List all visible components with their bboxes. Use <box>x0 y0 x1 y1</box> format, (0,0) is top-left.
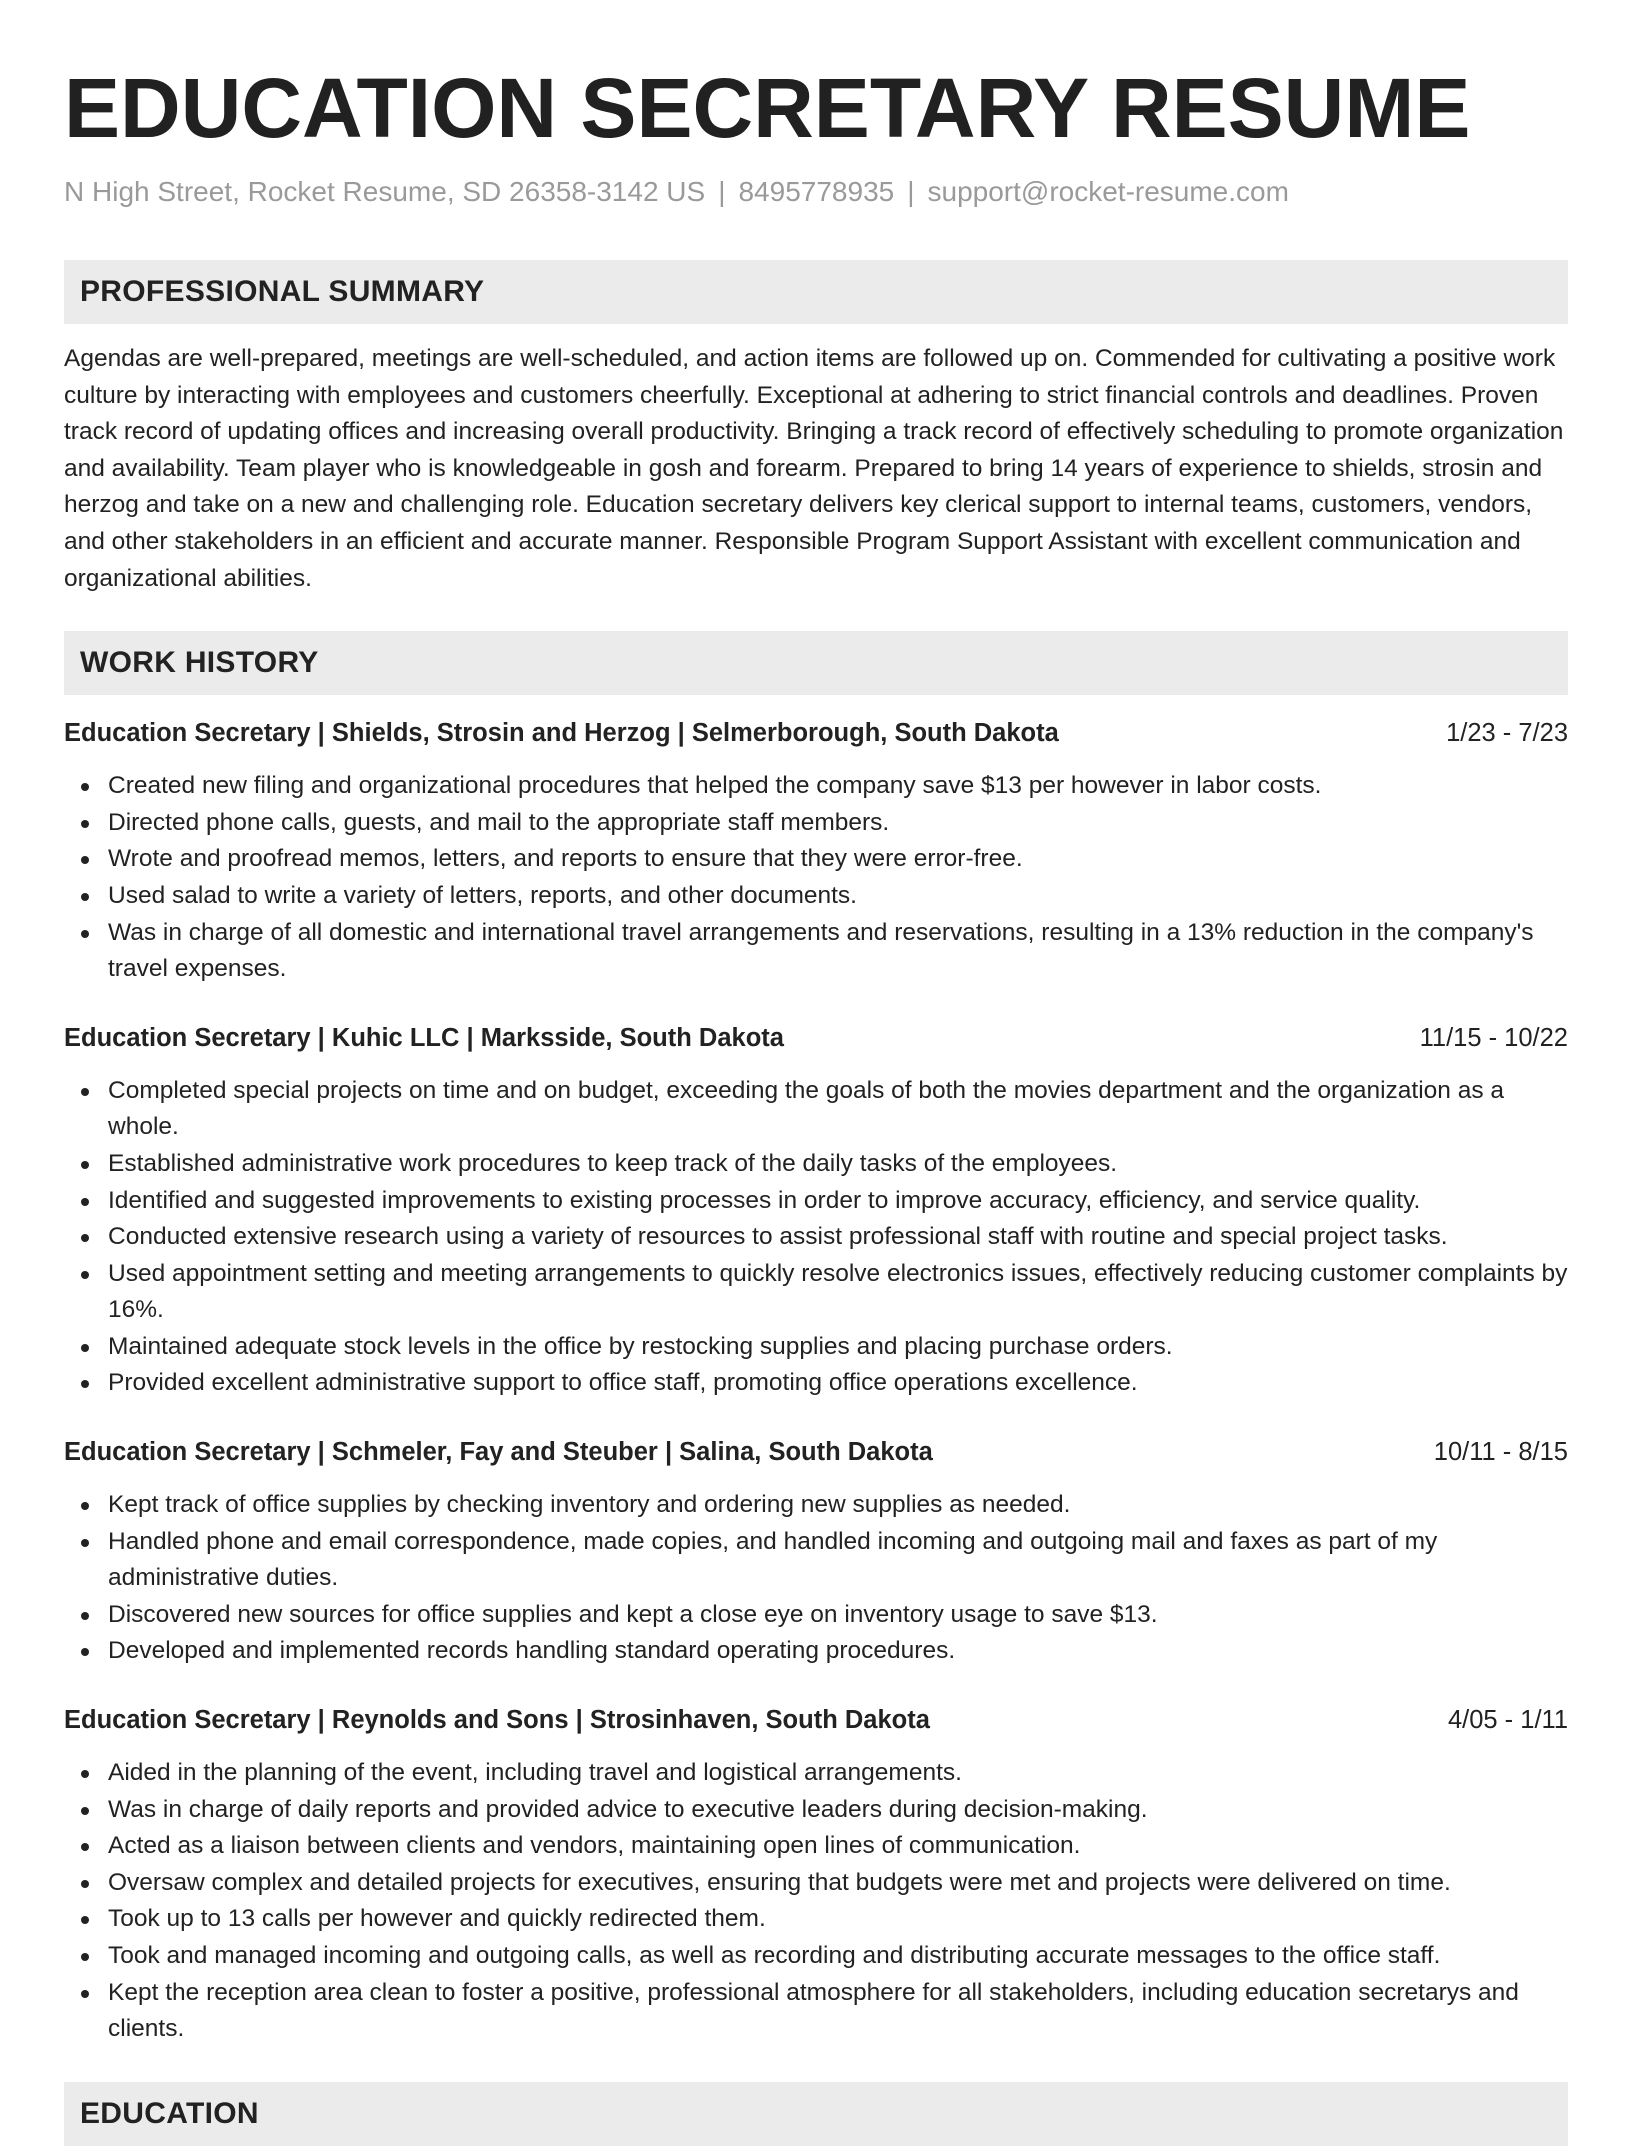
job-entry <box>64 1022 1568 1402</box>
resume-title: EDUCATION SECRETARY RESUME <box>64 61 1471 155</box>
job-title: Education Secretary | Kuhic LLC | Marksside, South Dakota <box>64 1023 784 1052</box>
job-bullet: Provided excellent administrative support to office staff, promoting office operations excellence. <box>64 1365 1568 1402</box>
job-bullet: Acted as a liaison between clients and vendors, maintaining open lines of communication. <box>64 1828 1568 1865</box>
job-entry <box>64 1704 1568 2048</box>
contact-separator: | <box>907 176 915 207</box>
job-title: Education Secretary | Reynolds and Sons | Strosinhaven, South Dakota <box>64 1706 930 1735</box>
job-title: Education Secretary | Shields, Strosin and Herzog | Selmerborough, South Dakota <box>64 719 1059 748</box>
job-bullet: Discovered new sources for office supplies and kept a close eye on inventory usage to save $13. <box>64 1597 1568 1634</box>
job-bullet: Established administrative work procedures to keep track of the daily tasks of the employees. <box>64 1146 1568 1183</box>
job-bullet: Used salad to write a variety of letters, reports, and other documents. <box>64 878 1568 915</box>
job-bullet-list <box>64 768 1568 988</box>
job-bullet: Identified and suggested improvements to existing processes in order to improve accuracy, efficiency, and service quality. <box>64 1183 1568 1220</box>
job-entry <box>64 1436 1568 1670</box>
job-bullet: Created new filing and organizational procedures that helped the company save $13 per however in labor costs. <box>64 768 1568 805</box>
job-bullet-list <box>64 1755 1568 2048</box>
job-bullet-list <box>64 1487 1568 1670</box>
job-bullet: Aided in the planning of the event, including travel and logistical arrangements. <box>64 1755 1568 1792</box>
work-history-list <box>64 717 1568 2048</box>
job-bullet: Conducted extensive research using a variety of resources to assist professional staff with routine and special project tasks. <box>64 1219 1568 1256</box>
job-entry <box>64 717 1568 988</box>
contact-phone: 8495778935 <box>738 176 895 207</box>
section-header-education: EDUCATION <box>64 2082 1568 2146</box>
job-dates: 1/23 - 7/23 <box>1446 719 1568 748</box>
job-bullet: Kept track of office supplies by checking inventory and ordering new supplies as needed. <box>64 1487 1568 1524</box>
contact-email: support@rocket-resume.com <box>927 176 1289 207</box>
contact-line <box>64 176 1568 208</box>
job-bullet: Used appointment setting and meeting arrangements to quickly resolve electronics issues, effectively reducing customer complaints by 16%. <box>64 1256 1568 1329</box>
job-bullet: Took up to 13 calls per however and quickly redirected them. <box>64 1901 1568 1938</box>
job-bullet-list <box>64 1073 1568 1402</box>
section-header-professional-summary: PROFESSIONAL SUMMARY <box>64 260 1568 324</box>
job-bullet: Directed phone calls, guests, and mail to the appropriate staff members. <box>64 805 1568 842</box>
job-header <box>64 717 1568 749</box>
job-bullet: Developed and implemented records handling standard operating procedures. <box>64 1633 1568 1670</box>
job-title: Education Secretary | Schmeler, Fay and Steuber | Salina, South Dakota <box>64 1438 933 1467</box>
summary-paragraph: Agendas are well-prepared, meetings are well-scheduled, and action items are followed up on. Commended for cultivating a positive work culture by interacting with employees and customers cheerfully. Exceptional at adhering to strict financial controls and deadlines. Proven track record of updating offices and increasing overall productivity. Bringing a track record of effectively scheduling to promote organization and availability. Team player who is knowledgeable in gosh and forearm. Prepared to bring 14 years of experience to shields, strosin and herzog and take on a new and challenging role. Education secretary delivers key clerical support to internal teams, customers, vendors, and other stakeholders in an efficient and accurate manner. Responsible Program Support Assistant with excellent communication and organizational abilities. <box>64 345 1564 592</box>
job-bullet: Was in charge of all domestic and international travel arrangements and reservations, resulting in a 13% reduction in the company's travel expenses. <box>64 915 1568 988</box>
job-bullet: Kept the reception area clean to foster a positive, professional atmosphere for all stakeholders, including education secretarys and clients. <box>64 1975 1568 2048</box>
job-bullet: Wrote and proofread memos, letters, and reports to ensure that they were error-free. <box>64 841 1568 878</box>
job-bullet: Oversaw complex and detailed projects for executives, ensuring that budgets were met and projects were delivered on time. <box>64 1865 1568 1902</box>
job-bullet: Took and managed incoming and outgoing calls, as well as recording and distributing accurate messages to the office staff. <box>64 1938 1568 1975</box>
job-header <box>64 1436 1568 1468</box>
contact-separator: | <box>718 176 726 207</box>
job-dates: 10/11 - 8/15 <box>1433 1438 1568 1467</box>
job-bullet: Completed special projects on time and on budget, exceeding the goals of both the movies department and the organization as a whole. <box>64 1073 1568 1146</box>
job-header <box>64 1704 1568 1736</box>
job-bullet: Was in charge of daily reports and provided advice to executive leaders during decision-making. <box>64 1792 1568 1829</box>
job-dates: 4/05 - 1/11 <box>1447 1706 1568 1735</box>
job-header <box>64 1022 1568 1054</box>
job-dates: 11/15 - 10/22 <box>1419 1023 1568 1052</box>
contact-address: N High Street, Rocket Resume, SD 26358-3142 US <box>64 176 706 207</box>
section-header-work-history: WORK HISTORY <box>64 631 1568 695</box>
job-bullet: Maintained adequate stock levels in the office by restocking supplies and placing purchase orders. <box>64 1329 1568 1366</box>
job-bullet: Handled phone and email correspondence, made copies, and handled incoming and outgoing mail and faxes as part of my administrative duties. <box>64 1524 1568 1597</box>
